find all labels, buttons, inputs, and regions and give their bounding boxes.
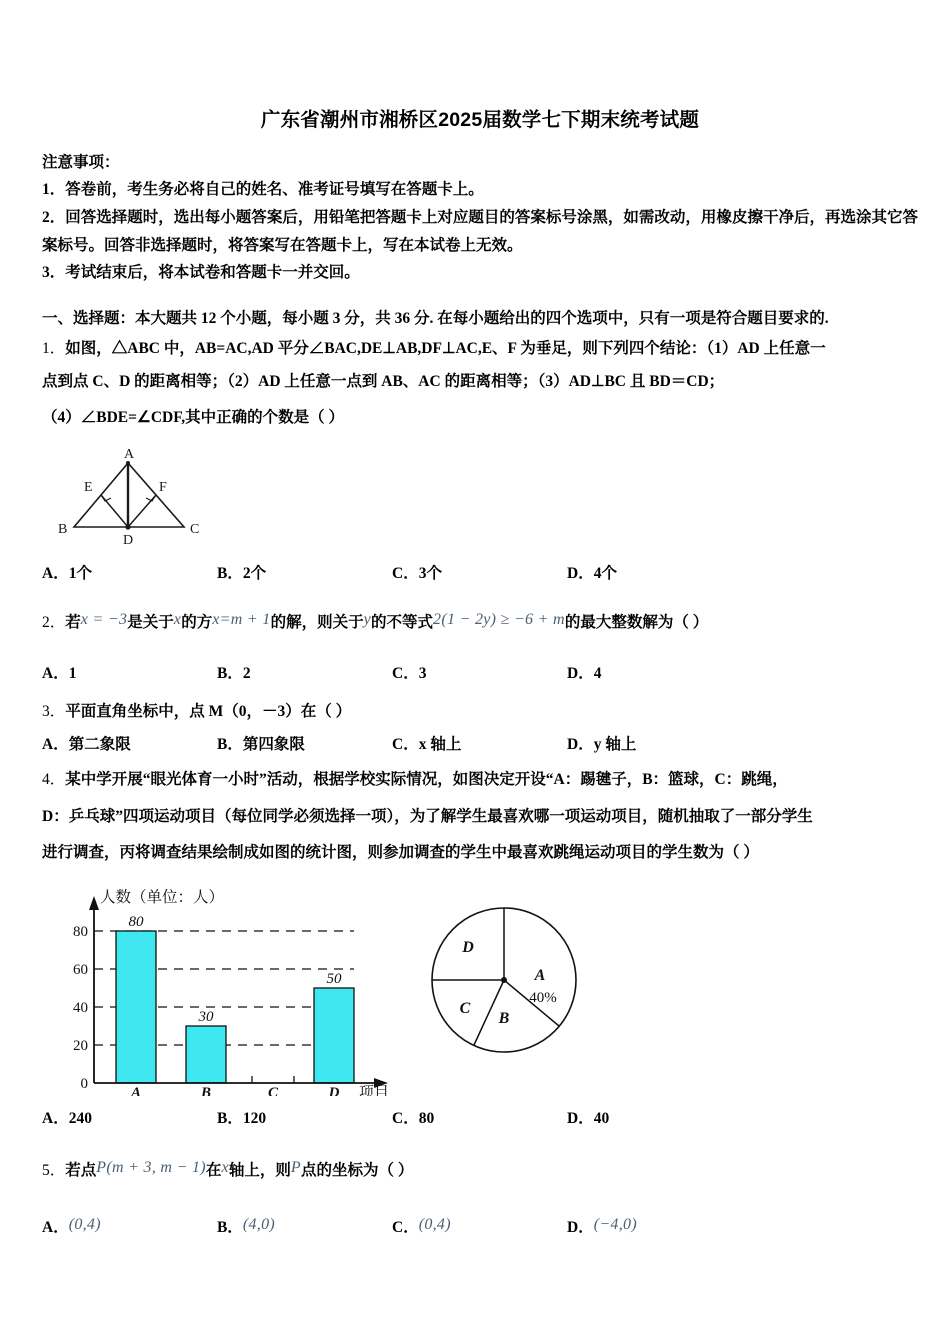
question-3-option-c-mark: C． xyxy=(392,735,419,753)
y-tick-label-80: 80 xyxy=(73,923,88,940)
question-2-mid-4: 的不等式 xyxy=(371,614,434,632)
y-tick-label-40: 40 xyxy=(73,999,88,1016)
triangle-abc-diagram xyxy=(56,445,918,550)
pie-label-d: D xyxy=(462,938,474,956)
question-2-option-c-mark: C． xyxy=(392,664,419,682)
question-2-option-b-mark: B． xyxy=(217,664,243,682)
question-1-number: 1． xyxy=(42,339,66,357)
segment-de xyxy=(101,495,128,527)
question-3-option-c[interactable] xyxy=(392,731,567,759)
question-1-option-b-value: 2个 xyxy=(242,564,267,582)
question-5-option-d-value: (−4,0) xyxy=(593,1215,637,1233)
question-4-line-1 xyxy=(42,762,918,798)
question-5-line-1 xyxy=(42,1149,918,1189)
question-1-option-d-value: 4个 xyxy=(593,564,617,582)
question-2-option-c[interactable] xyxy=(392,660,567,688)
bar-b xyxy=(186,1026,226,1083)
question-4-option-b[interactable] xyxy=(217,1105,392,1133)
question-5-mid-2: 轴上，则 xyxy=(228,1161,291,1179)
question-2-option-a[interactable] xyxy=(42,660,217,688)
question-2-options xyxy=(42,660,918,688)
label-e: E xyxy=(84,479,93,495)
question-4-option-d[interactable] xyxy=(567,1105,742,1133)
x-category-b: B xyxy=(200,1084,212,1096)
vertex-dot-d xyxy=(125,524,130,529)
question-4-option-b-value: 120 xyxy=(242,1109,267,1127)
question-1-options xyxy=(42,560,918,588)
question-1-option-c-value: 3个 xyxy=(418,564,442,582)
question-4-line-2: D：乒乓球”四项运动项目（每位同学必须选择一项），为了解学生最喜欢哪一项运动项目，随机抽取了一部分学生 xyxy=(42,807,813,825)
question-2-option-d-value: 4 xyxy=(593,664,602,682)
question-2-math-1: x = −3 xyxy=(80,611,128,629)
question-3-text-1: 平面直角坐标中，点 M（0，－3）在（ ） xyxy=(65,702,352,720)
question-5-suffix: 点的坐标为（ ） xyxy=(300,1161,414,1179)
question-4-option-c[interactable] xyxy=(392,1105,567,1133)
notice-item-2: 2．回答选择题时，选出每小题答案后，用铅笔把答题卡上对应题目的答案标号涂黑，如需改动，用橡皮擦干净后，再选涂其它答案标号。回答非选择题时，将答案写在答题卡上，写在本试卷上无效。 xyxy=(42,209,918,254)
question-2-option-d-mark: D． xyxy=(567,664,594,682)
question-2-option-b[interactable] xyxy=(217,660,392,688)
question-5-options xyxy=(42,1211,918,1242)
question-1-option-c[interactable] xyxy=(392,560,567,588)
question-5-option-a-value: (0,4) xyxy=(68,1215,101,1233)
label-f: F xyxy=(159,479,167,495)
pie-label-a: A xyxy=(534,966,546,984)
question-2-mid-1: 是关于 xyxy=(127,614,174,632)
question-5-option-b-value: (4,0) xyxy=(242,1215,275,1233)
survey-bar-chart xyxy=(56,884,396,1101)
survey-bar-chart-svg xyxy=(56,884,396,1096)
bar-a xyxy=(116,931,156,1083)
question-5-prefix: 若点 xyxy=(65,1161,97,1179)
question-5-math-2: x xyxy=(221,1158,229,1176)
question-3-option-a-value: 第二象限 xyxy=(68,735,131,753)
section-heading-choice: 一、选择题：本大题共 12 个小题，每小题 3 分，共 36 分. 在每小题给出的四个选项中，只有一项是符合题目要求的. xyxy=(42,309,829,327)
question-2-prefix: 若 xyxy=(65,614,81,632)
y-tick-label-20: 20 xyxy=(73,1037,88,1054)
question-5-option-c-value: (0,4) xyxy=(418,1215,451,1233)
question-4-figures xyxy=(42,884,918,1099)
question-1-option-c-mark: C． xyxy=(392,564,419,582)
question-3-option-c-value: x 轴上 xyxy=(418,735,462,753)
question-2-line-1 xyxy=(42,601,918,641)
question-2-math-2: x xyxy=(173,611,182,629)
question-1-option-a-value: 1个 xyxy=(68,564,92,582)
y-tick-label-0: 0 xyxy=(80,1075,88,1092)
survey-pie-chart-svg xyxy=(412,892,602,1072)
question-4-options xyxy=(42,1105,918,1133)
label-a: A xyxy=(124,446,135,462)
question-4-option-d-mark: D． xyxy=(567,1109,594,1127)
question-2-option-d[interactable] xyxy=(567,660,742,688)
question-3-option-d[interactable] xyxy=(567,731,742,759)
question-1-line-1 xyxy=(42,333,918,364)
question-4-option-a-value: 240 xyxy=(68,1109,92,1127)
pie-center-dot xyxy=(501,977,507,983)
x-axis-title: 项目 xyxy=(359,1084,390,1096)
question-1-option-d-mark: D． xyxy=(567,564,594,582)
question-3-option-b-mark: B． xyxy=(217,735,243,753)
question-2-option-c-value: 3 xyxy=(418,664,427,682)
question-4-option-d-value: 40 xyxy=(593,1109,610,1127)
pie-label-c: C xyxy=(459,999,471,1017)
bar-label-a: 80 xyxy=(128,913,144,930)
bar-label-d: 50 xyxy=(326,970,342,987)
question-3-line-1 xyxy=(42,696,918,727)
y-axis-title: 人数（单位：人） xyxy=(100,888,225,906)
question-2-mid-3: 的解，则关于 xyxy=(270,614,364,632)
question-1-option-a-mark: A． xyxy=(42,564,69,582)
question-5-math-3: P xyxy=(290,1158,301,1176)
question-5-option-d-mark: D． xyxy=(567,1218,594,1236)
pie-annotation-a-percent: 40% xyxy=(529,989,557,1006)
question-4-option-a-mark: A． xyxy=(42,1109,69,1127)
pie-label-b: B xyxy=(498,1009,510,1027)
question-5-option-b-mark: B． xyxy=(217,1218,243,1236)
notice-item-3: 3．考试结束后，将本试卷和答题卡一并交回。 xyxy=(42,264,360,282)
question-5-option-a[interactable] xyxy=(42,1211,217,1242)
question-5-option-c-mark: C． xyxy=(392,1218,419,1236)
question-5-option-c[interactable] xyxy=(392,1211,567,1242)
question-3-option-b-value: 第四象限 xyxy=(242,735,305,753)
question-2-math-5: 2(1 − 2y) ≥ −6 + m xyxy=(433,611,565,629)
label-d: D xyxy=(123,532,134,545)
question-5-option-d[interactable] xyxy=(567,1211,742,1242)
question-3-options xyxy=(42,731,918,759)
question-4-option-b-mark: B． xyxy=(217,1109,243,1127)
survey-pie-chart xyxy=(412,892,602,1077)
segment-df xyxy=(128,495,156,527)
question-5-option-a-mark: A． xyxy=(42,1218,69,1236)
question-1-text-1: 如图，△ABC 中，AB=AC,AD 平分∠BAC,DE⊥AB,DF⊥AC,E、F 为垂足，则下列四个结论：（1）AD 上任意一 xyxy=(65,339,826,357)
question-4-option-c-mark: C． xyxy=(392,1109,419,1127)
question-5-math-1: P(m + 3, m − 1) xyxy=(96,1158,206,1176)
question-2-math-4: y xyxy=(363,611,371,629)
question-1-line-2: 点到点 C、D 的距离相等；（2）AD 上任意一点到 AB、AC 的距离相等；（3）AD⊥BC 且 BD＝CD； xyxy=(42,372,725,390)
question-2-option-a-value: 1 xyxy=(68,664,77,682)
question-1-option-a[interactable] xyxy=(42,560,217,588)
y-tick-label-60: 60 xyxy=(73,961,88,978)
label-c: C xyxy=(190,521,200,537)
page-title: 广东省潮州市湘桥区2025届数学七下期末统考试题 xyxy=(260,109,700,131)
question-5-number: 5． xyxy=(42,1161,66,1179)
notice-item-1: 1．答卷前，考生务必将自己的姓名、准考证号填写在答题卡上。 xyxy=(42,181,484,199)
triangle-abc-svg xyxy=(56,445,216,545)
bar-d xyxy=(314,988,354,1083)
y-axis-arrow xyxy=(89,896,99,910)
question-3-number: 3． xyxy=(42,702,66,720)
question-5-option-b[interactable] xyxy=(217,1211,392,1242)
question-2-number: 2． xyxy=(42,614,66,632)
question-3-option-d-value: y 轴上 xyxy=(593,735,637,753)
question-4-option-a[interactable] xyxy=(42,1105,217,1133)
question-2-math-3: x=m + 1 xyxy=(212,611,271,629)
question-2-mid-2: 的方 xyxy=(181,614,213,632)
question-4-line-3: 进行调查，丙将调查结果绘制成如图的统计图，则参加调查的学生中最喜欢跳绳运动项目的学生数为（ ） xyxy=(42,844,759,862)
question-1-option-d[interactable] xyxy=(567,560,742,588)
question-3-option-a[interactable] xyxy=(42,731,217,759)
question-1-option-b-mark: B． xyxy=(217,564,243,582)
question-1-line-3: （4）∠BDE=∠CDF,其中正确的个数是（ ） xyxy=(42,409,345,427)
page-content xyxy=(42,108,918,1242)
notice-heading: 注意事项： xyxy=(42,154,120,172)
question-3-option-b[interactable] xyxy=(217,731,392,759)
question-3-option-d-mark: D． xyxy=(567,735,594,753)
label-b: B xyxy=(58,521,68,537)
x-category-a: A xyxy=(130,1084,142,1096)
question-4-option-c-value: 80 xyxy=(418,1109,435,1127)
question-4-text-1: 某中学开展“眼光体育一小时”活动，根据学校实际情况，如图决定开设“A：踢毽子，B：篮球，C：跳绳， xyxy=(65,771,788,789)
question-4-number: 4． xyxy=(42,771,66,789)
x-category-c: C xyxy=(267,1084,279,1096)
question-3-option-a-mark: A． xyxy=(42,735,69,753)
bar-label-b: 30 xyxy=(198,1008,214,1025)
question-2-suffix: 的最大整数解为（ ） xyxy=(564,614,709,632)
question-2-option-a-mark: A． xyxy=(42,664,69,682)
x-category-d: D xyxy=(328,1084,340,1096)
question-2-option-b-value: 2 xyxy=(242,664,251,682)
question-5-mid-1: 在 xyxy=(205,1161,222,1179)
question-1-option-b[interactable] xyxy=(217,560,392,588)
